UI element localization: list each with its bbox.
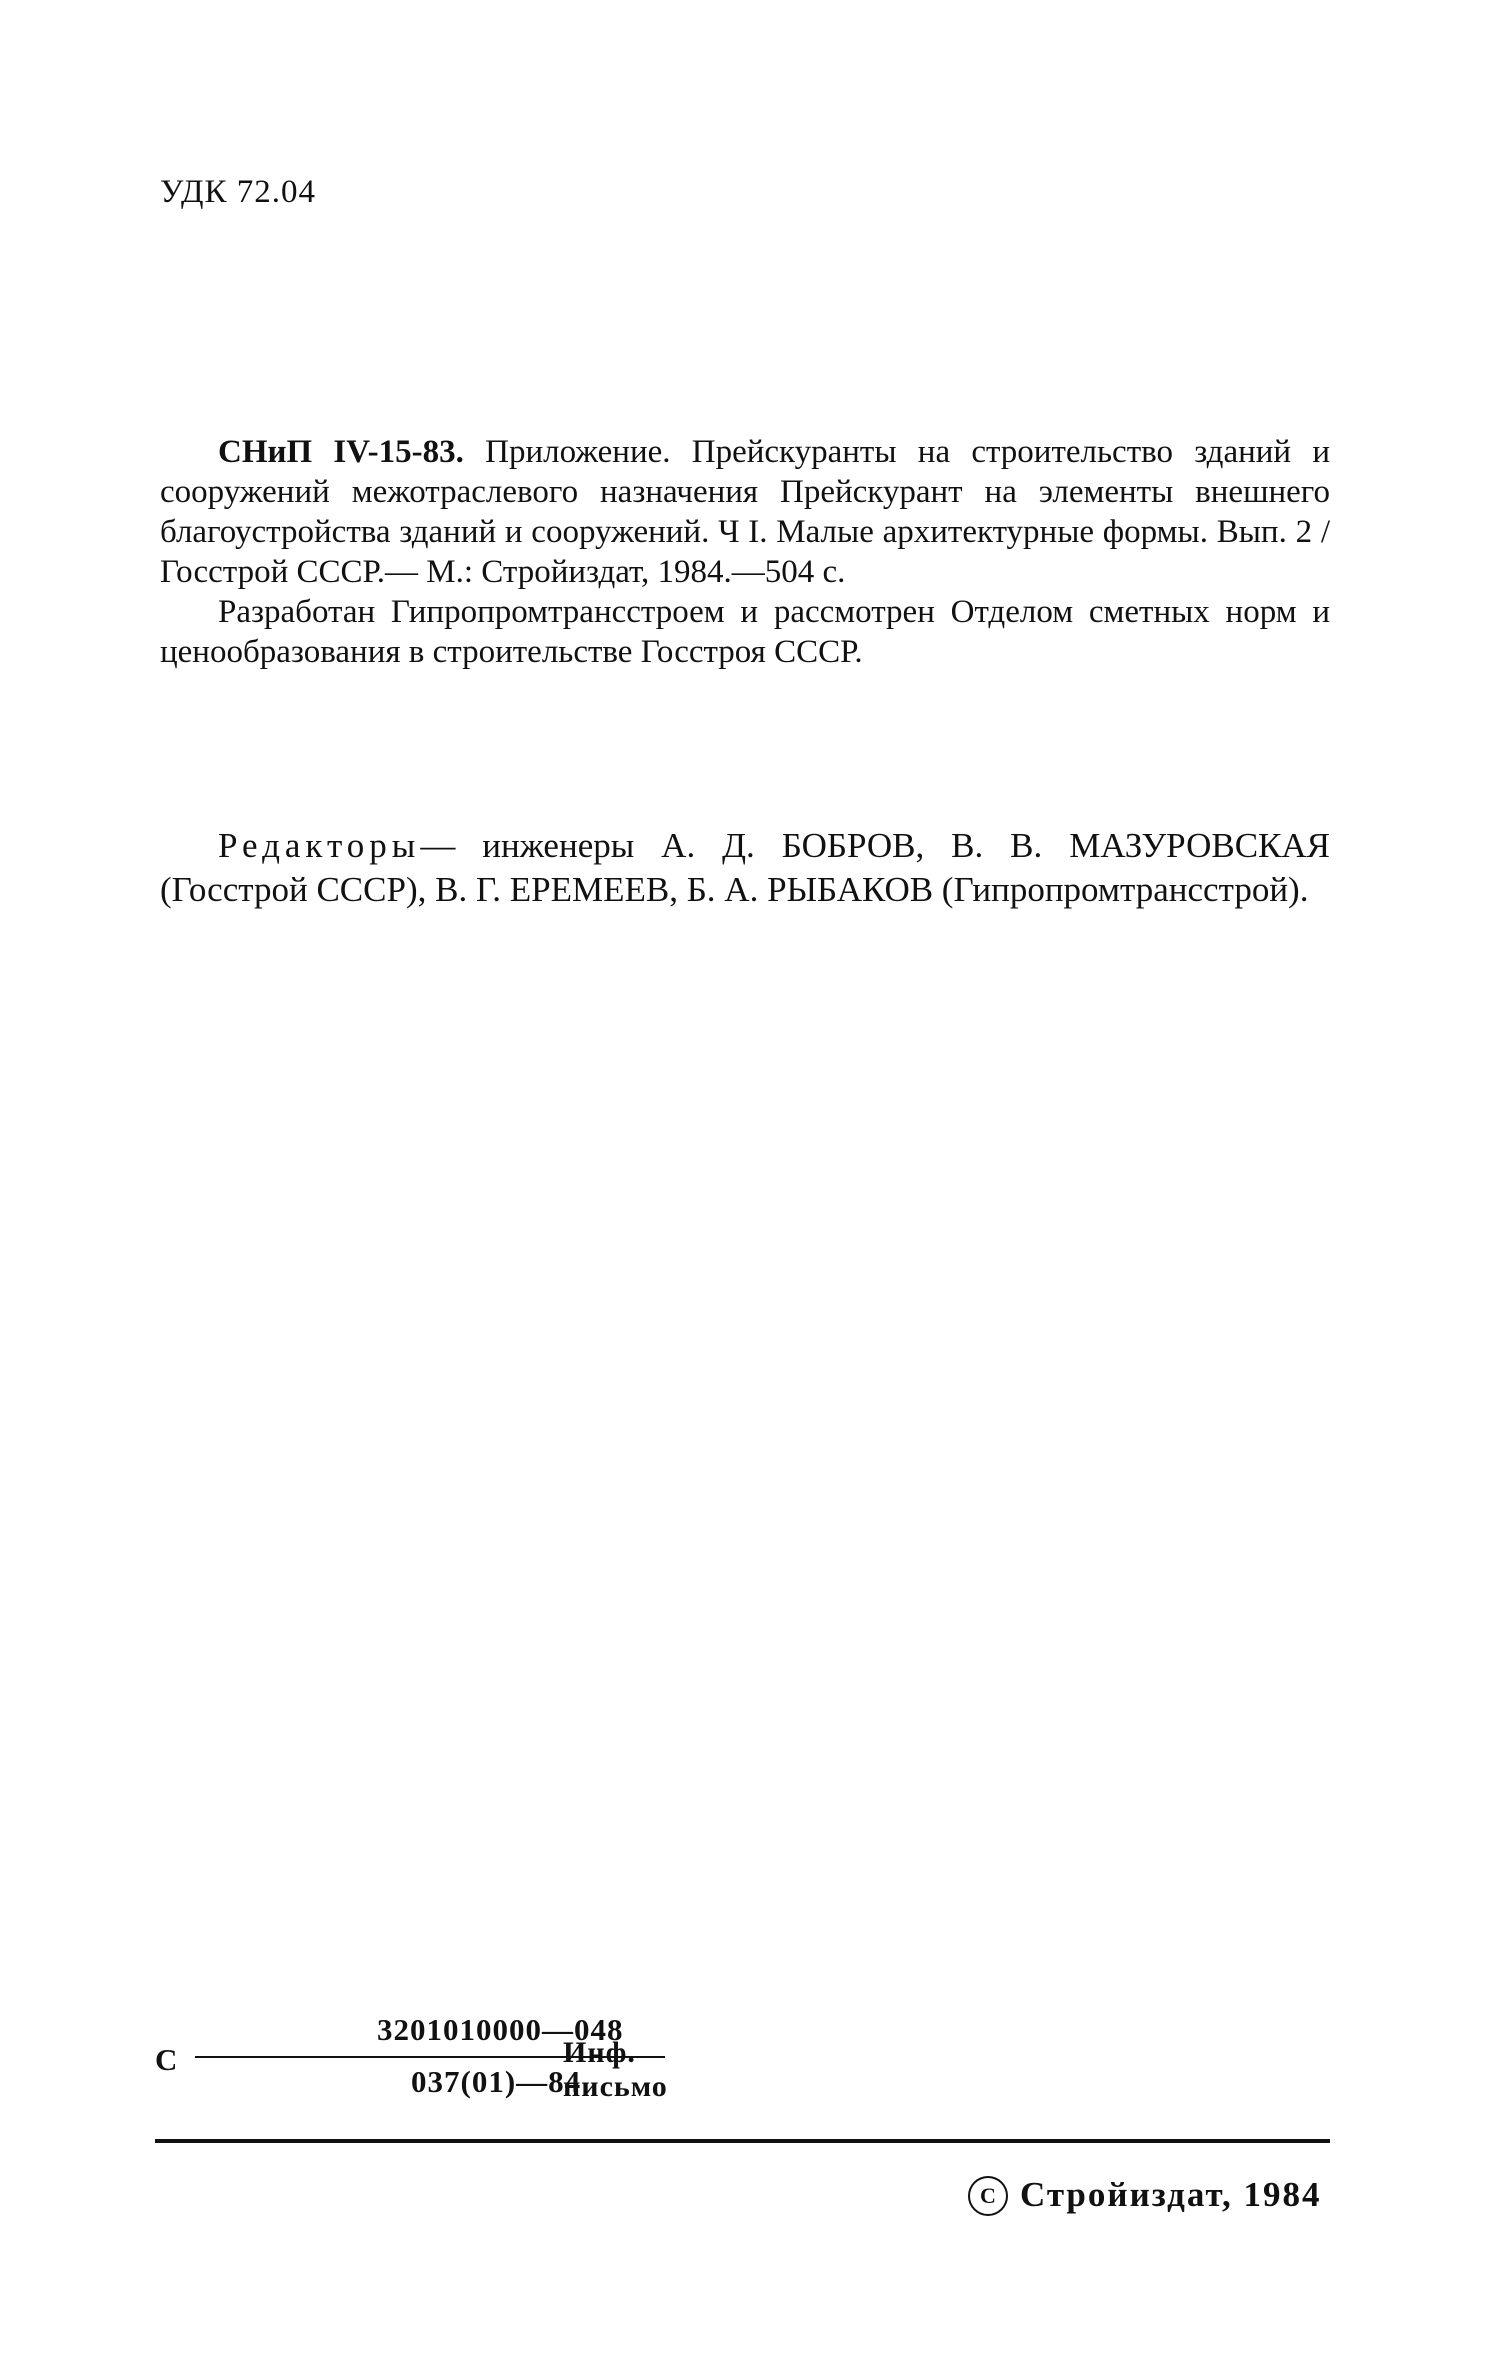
bbk-denominator: 037(01)—84 bbox=[411, 2064, 582, 2099]
editors-label: Редакторы bbox=[218, 826, 421, 865]
copyright bbox=[968, 2175, 1322, 2216]
editors-text: — инженеры А. Д. БОБРОВ, В. В. МАЗУРОВСКАЯ (Госстрой СССР), В. Г. ЕРЕМЕЕВ, Б. А. РЫБАКОВ (Гипропромтрансстрой). bbox=[160, 826, 1330, 909]
copyright-text: Стройиздат, 1984 bbox=[1020, 2175, 1322, 2214]
bbk-numerator: 3201010000—048 bbox=[377, 2012, 624, 2047]
bbk-note: Инф. письмо bbox=[563, 2036, 668, 2103]
bibliographic-abstract bbox=[160, 432, 1330, 672]
description-text: Приложение. Прейскуранты на строительство зданий и сооружений межотраслевого назначения Прейскурант на элементы внешнего благоустройства зданий и сооружений. Ч I. Малые архитектурные формы. Вып. 2 / Госстрой СССР.— М.: Стройиздат, 1984.—504 с. bbox=[160, 434, 1331, 590]
bbk-index bbox=[155, 2010, 855, 2103]
abstract-description bbox=[160, 432, 1330, 592]
horizontal-rule bbox=[155, 2139, 1330, 2143]
developed-by: Разработан Гипропромтрансстроем и рассмотрен Отделом сметных норм и ценообразования в строительстве Госстроя СССР. bbox=[160, 594, 1330, 670]
document-code: СНиП IV-15-83. bbox=[218, 434, 464, 470]
bbk-letter: С bbox=[155, 2042, 178, 2077]
copyright-icon: C bbox=[968, 2176, 1008, 2216]
editors-block bbox=[160, 824, 1330, 912]
udk-code: УДК 72.04 bbox=[160, 174, 317, 210]
